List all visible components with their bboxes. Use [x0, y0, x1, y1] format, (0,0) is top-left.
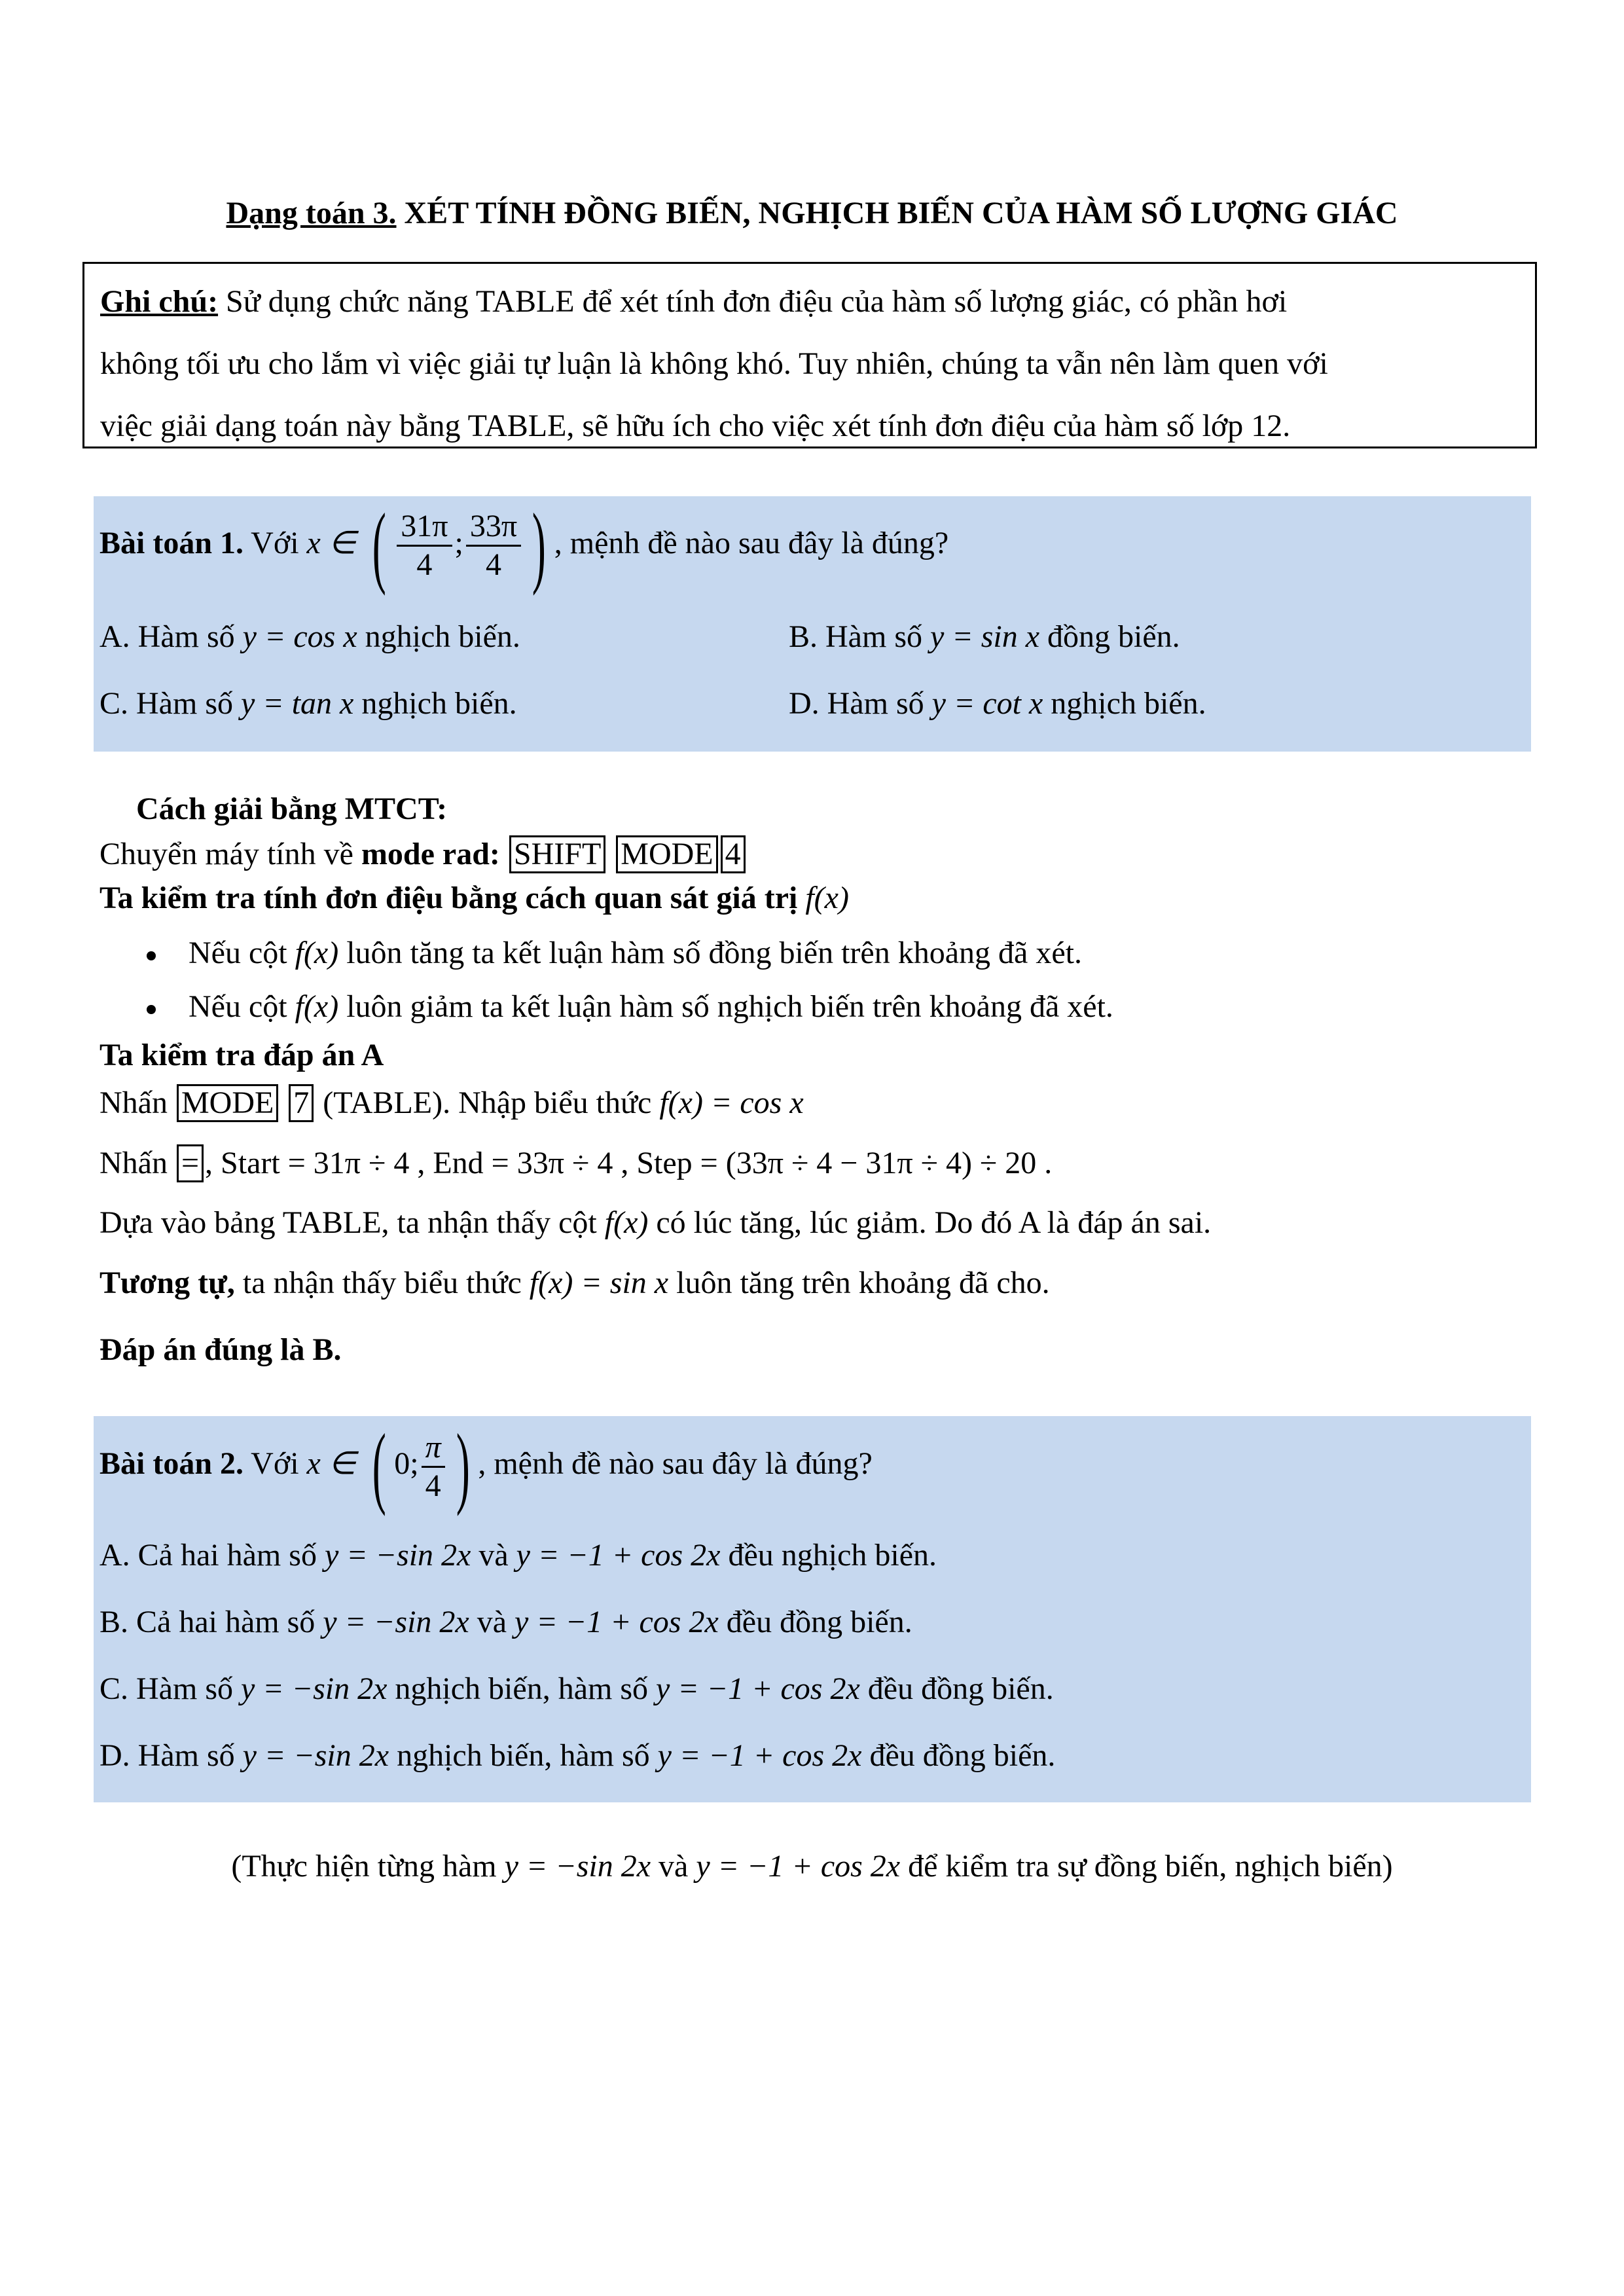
- fraction-sep: ;: [454, 526, 463, 560]
- mode-key: MODE: [177, 1084, 278, 1122]
- problem-2-question: Bài toán 2. Với x ∈ ( 0; $\frac{\pi}{4}$ ) , mệnh đề nào sau đây là đúng?: [99, 1415, 873, 1517]
- equals-key: =: [177, 1144, 204, 1182]
- title-prefix: Dạng toán 3.: [226, 196, 397, 230]
- table-observation: Dựa vào bảng TABLE, ta nhận thấy cột f(x) có lúc tăng, lúc giảm. Do đó A là đáp án sai.: [99, 1205, 1212, 1240]
- fraction-2-den: 4: [485, 547, 501, 583]
- problem-1-var: x ∈: [306, 526, 356, 560]
- option-1c: C. Hàm số y = tan x nghịch biến.: [99, 686, 517, 721]
- option-2b: B. Cả hai hàm số y = −sin 2x và y = −1 + cos 2x đều đồng biến.: [99, 1605, 912, 1639]
- option-2a: A. Cả hai hàm số y = −sin 2x và y = −1 + cos 2x đều nghịch biến.: [99, 1538, 937, 1573]
- press-line-1: Nhấn MODE 7 (TABLE). Nhập biểu thức f(x) = cos x: [99, 1084, 804, 1122]
- note-line-2: không tối ưu cho lắm vì việc giải tự luận là không khó. Tuy nhiên, chúng ta vẫn nên làm quen với: [100, 346, 1328, 381]
- option-1a: A. Hàm số y = cos x nghịch biến.: [99, 619, 520, 654]
- note-box: [82, 262, 1537, 448]
- bullet-dot: [147, 1005, 156, 1014]
- fraction-3: $\frac{\pi}{4}$: [422, 1429, 445, 1504]
- note-label: Ghi chú:: [100, 284, 219, 319]
- mode-key: MODE: [616, 835, 717, 873]
- note-line-1: [100, 270, 1519, 333]
- footer-note: (Thực hiện từng hàm y = −sin 2x và y = −1 + cos 2x để kiểm tra sự đồng biến, nghịch biến): [231, 1849, 1393, 1884]
- press-line-2: Nhấn = , Start = 31π ÷ 4 , End = 33π ÷ 4 , Step = (33π ÷ 4 − 31π ÷ 4) ÷ 20 .: [99, 1144, 1052, 1182]
- mode-line: Chuyển máy tính về mode rad: SHIFT MODE 4: [99, 835, 747, 873]
- problem-1-lead: Với: [244, 526, 307, 560]
- seven-key: 7: [289, 1084, 314, 1122]
- check-heading: Ta kiểm tra tính đơn điệu bằng cách quan sát giá trị f(x): [99, 881, 849, 915]
- option-2c: C. Hàm số y = −sin 2x nghịch biến, hàm số y = −1 + cos 2x đều đồng biến.: [99, 1671, 1054, 1706]
- bullet-2: Nếu cột f(x) luôn giảm ta kết luận hàm số nghịch biến trên khoảng đã xét.: [147, 989, 1113, 1025]
- shift-key: SHIFT: [509, 835, 605, 873]
- four-key: 4: [721, 835, 746, 873]
- option-2d: D. Hàm số y = −sin 2x nghịch biến, hàm số y = −1 + cos 2x đều đồng biến.: [99, 1738, 1056, 1773]
- problem-1-question-text: , mệnh đề nào sau đây là đúng?: [554, 526, 949, 560]
- note-text-1: Sử dụng chức năng TABLE để xét tính đơn điệu của hàm số lượng giác, có phần hơi: [218, 284, 1288, 319]
- check-a-heading: Ta kiểm tra đáp án A: [99, 1038, 384, 1072]
- fraction-2-num: 33π: [466, 508, 521, 547]
- bullet-1: Nếu cột f(x) luôn tăng ta kết luận hàm số đồng biến trên khoảng đã xét.: [147, 935, 1082, 971]
- fraction-1-num: 31π: [397, 508, 452, 547]
- fraction-2: [466, 508, 521, 583]
- similar-line: Tương tự, ta nhận thấy biểu thức f(x) = sin x luôn tăng trên khoảng đã cho.: [99, 1266, 1050, 1300]
- right-paren: ): [456, 1415, 470, 1517]
- page-title: [0, 195, 1624, 231]
- left-paren: (: [372, 494, 386, 596]
- option-1b: B. Hàm số y = sin x đồng biến.: [789, 619, 1180, 654]
- fraction-1: [397, 508, 452, 583]
- bullet-dot: [147, 951, 156, 960]
- fraction-1-den: 4: [416, 547, 433, 583]
- solution-heading: Cách giải bằng MTCT:: [136, 792, 448, 826]
- answer-line: Đáp án đúng là B.: [99, 1332, 342, 1367]
- problem-2-label: Bài toán 2.: [99, 1446, 244, 1482]
- title-text: XÉT TÍNH ĐỒNG BIẾN, NGHỊCH BIẾN CỦA HÀM SỐ LƯỢNG GIÁC: [396, 196, 1398, 230]
- note-line-3: việc giải dạng toán này bằng TABLE, sẽ hữu ích cho việc xét tính đơn điệu của hàm số lớp 12.: [100, 409, 1291, 443]
- right-paren: ): [532, 494, 546, 596]
- option-1d: D. Hàm số y = cot x nghịch biến.: [789, 686, 1206, 721]
- problem-1-question: [99, 494, 949, 596]
- left-paren: (: [372, 1415, 386, 1517]
- problem-1-label: Bài toán 1.: [99, 526, 244, 560]
